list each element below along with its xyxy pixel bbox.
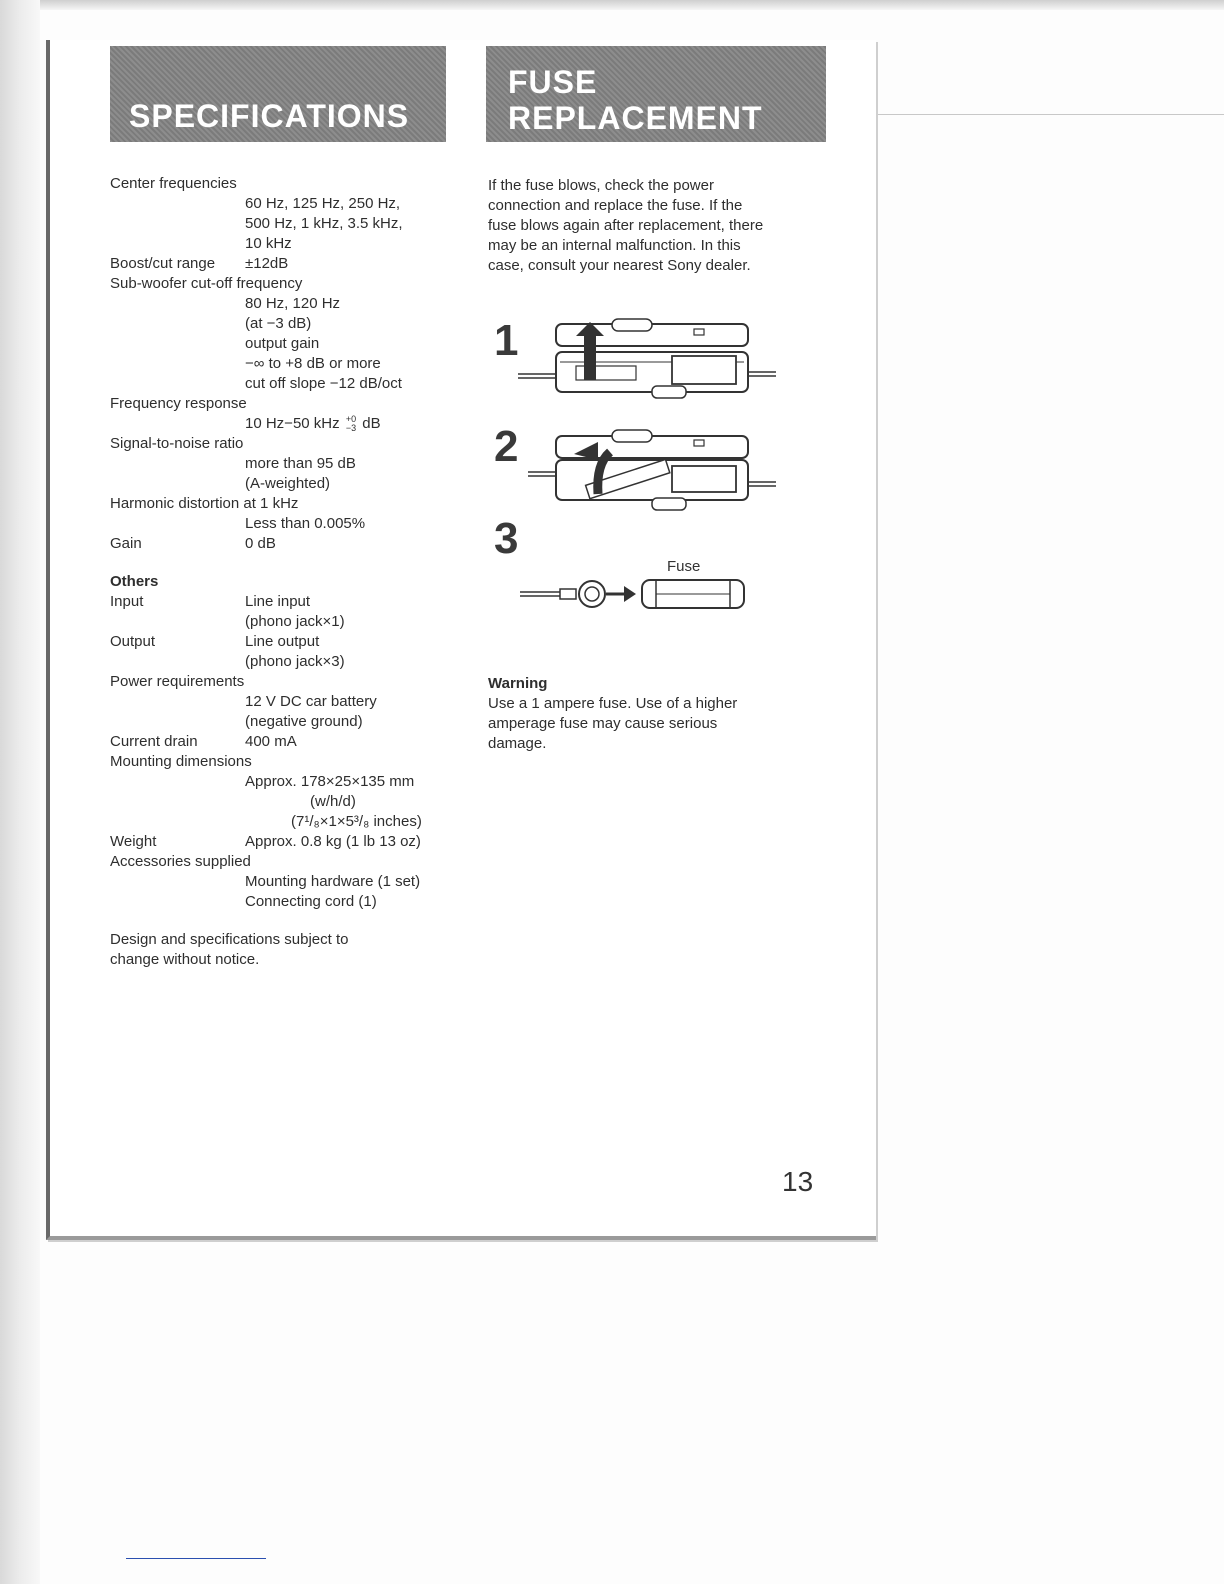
- spec-label: Signal-to-noise ratio: [110, 435, 244, 452]
- tolerance-top: +0: [345, 414, 357, 425]
- fuse-heading-line2: REPLACEMENT: [508, 100, 763, 136]
- spec-value: (phono jack×1): [245, 613, 345, 630]
- fuse-intro-line: If the fuse blows, check the power: [488, 177, 714, 194]
- spec-thd: [110, 494, 480, 534]
- warning-line: amperage fuse may cause serious: [488, 715, 718, 732]
- spec-accessories: [110, 852, 480, 912]
- spec-value: Less than 0.005%: [245, 515, 366, 532]
- specifications-heading: [110, 46, 446, 142]
- spec-value: 12 V DC car battery: [245, 693, 377, 710]
- spec-label: Center frequencies: [110, 175, 237, 192]
- spec-label: Weight: [110, 833, 157, 850]
- spec-frequency-response: [110, 394, 480, 434]
- spec-value: (7¹/₈×1×5³/₈ inches): [291, 813, 422, 830]
- spec-label: Harmonic distortion at 1 kHz: [110, 495, 299, 512]
- spec-value: 60 Hz, 125 Hz, 250 Hz,: [245, 195, 401, 212]
- spec-value: Line input: [245, 593, 311, 610]
- spec-value: 500 Hz, 1 kHz, 3.5 kHz,: [245, 215, 403, 232]
- frequency-unit: dB: [362, 415, 381, 432]
- step-number-1: 1: [494, 316, 519, 365]
- spec-value: Line output: [245, 633, 320, 650]
- spec-snr: [110, 434, 480, 494]
- scan-edge-left: [0, 0, 40, 1584]
- spec-mounting: [110, 752, 480, 832]
- fuse-removal-diagram: [518, 424, 778, 514]
- warning-title: Warning: [488, 675, 548, 692]
- spec-weight: [110, 832, 480, 852]
- step-number-2: 2: [494, 422, 519, 471]
- spec-label: Boost/cut range: [110, 255, 216, 272]
- spec-label: Output: [110, 633, 156, 650]
- tolerance: [346, 415, 356, 433]
- spec-current: [110, 732, 480, 752]
- spec-boost-cut: [110, 254, 480, 274]
- spec-value: output gain: [245, 335, 320, 352]
- spec-value: Approx. 178×25×135 mm: [245, 773, 415, 790]
- fuse-column: [488, 176, 828, 276]
- spec-subwoofer: [110, 274, 480, 394]
- spec-label: Current drain: [110, 733, 198, 750]
- spec-value: (w/h/d): [310, 793, 356, 810]
- manual-page: [46, 40, 876, 1240]
- specifications-column: [110, 174, 480, 970]
- page-number: 13: [782, 1166, 814, 1197]
- warning-line: damage.: [488, 735, 547, 752]
- outer-page-line: [872, 114, 1224, 115]
- spec-label: Sub-woofer cut-off frequency: [110, 275, 303, 292]
- spec-label: Frequency response: [110, 395, 247, 412]
- spec-value: (at −3 dB): [245, 315, 312, 332]
- bottom-underline: [126, 1558, 266, 1559]
- spec-footnote: [110, 930, 480, 970]
- spec-value: more than 95 dB: [245, 455, 356, 472]
- step-number-3: 3: [494, 514, 519, 563]
- fuse-intro-line: case, consult your nearest Sony dealer.: [488, 257, 751, 274]
- spec-value: (phono jack×3): [245, 653, 345, 670]
- warning-block: [488, 674, 828, 754]
- spec-label: Mounting dimensions: [110, 753, 252, 770]
- fuse-label: Fuse: [667, 558, 701, 575]
- warning-line: Use a 1 ampere fuse. Use of a higher: [488, 695, 738, 712]
- fuse-intro-line: connection and replace the fuse. If the: [488, 197, 743, 214]
- spec-value: −∞ to +8 dB or more: [245, 355, 381, 372]
- specifications-heading-text: SPECIFICATIONS: [129, 98, 410, 134]
- fuse-intro: [488, 176, 828, 276]
- others-title: Others: [110, 573, 159, 590]
- spec-label: Accessories supplied: [110, 853, 251, 870]
- spec-value: ±12dB: [245, 255, 289, 272]
- fuse-insertion-diagram: [518, 576, 758, 616]
- spec-output: [110, 632, 480, 672]
- spec-label: Input: [110, 593, 144, 610]
- spec-value: Connecting cord (1): [245, 893, 377, 910]
- footnote-line: Design and specifications subject to: [110, 931, 349, 948]
- fuse-intro-line: may be an internal malfunction. In this: [488, 237, 741, 254]
- spec-power: [110, 672, 480, 732]
- spec-value: (A-weighted): [245, 475, 331, 492]
- tolerance-bottom: −3: [345, 423, 357, 434]
- spec-value: 0 dB: [245, 535, 276, 552]
- spec-center-frequencies: [110, 174, 480, 254]
- fuse-heading-line1: FUSE: [508, 64, 598, 100]
- spec-value: Mounting hardware (1 set): [245, 873, 421, 890]
- fuse-holder-open-diagram: [518, 316, 778, 406]
- frequency-range: 10 Hz−50 kHz: [245, 415, 340, 432]
- spec-label: Gain: [110, 535, 142, 552]
- spec-value: 400 mA: [245, 733, 297, 750]
- spec-value: cut off slope −12 dB/oct: [245, 375, 402, 392]
- spec-value: 80 Hz, 120 Hz: [245, 295, 341, 312]
- spec-value: (negative ground): [245, 713, 363, 730]
- footnote-line: change without notice.: [110, 951, 260, 968]
- scan-edge-top: [0, 0, 1224, 10]
- spec-label: Power requirements: [110, 673, 245, 690]
- spec-gain: [110, 534, 480, 554]
- spec-input: [110, 592, 480, 632]
- spec-value: Approx. 0.8 kg (1 lb 13 oz): [245, 833, 421, 850]
- fuse-replacement-heading: [486, 46, 826, 142]
- spec-value: 10 kHz: [245, 235, 292, 252]
- spec-value: [110, 414, 480, 434]
- fuse-intro-line: fuse blows again after replacement, there: [488, 217, 764, 234]
